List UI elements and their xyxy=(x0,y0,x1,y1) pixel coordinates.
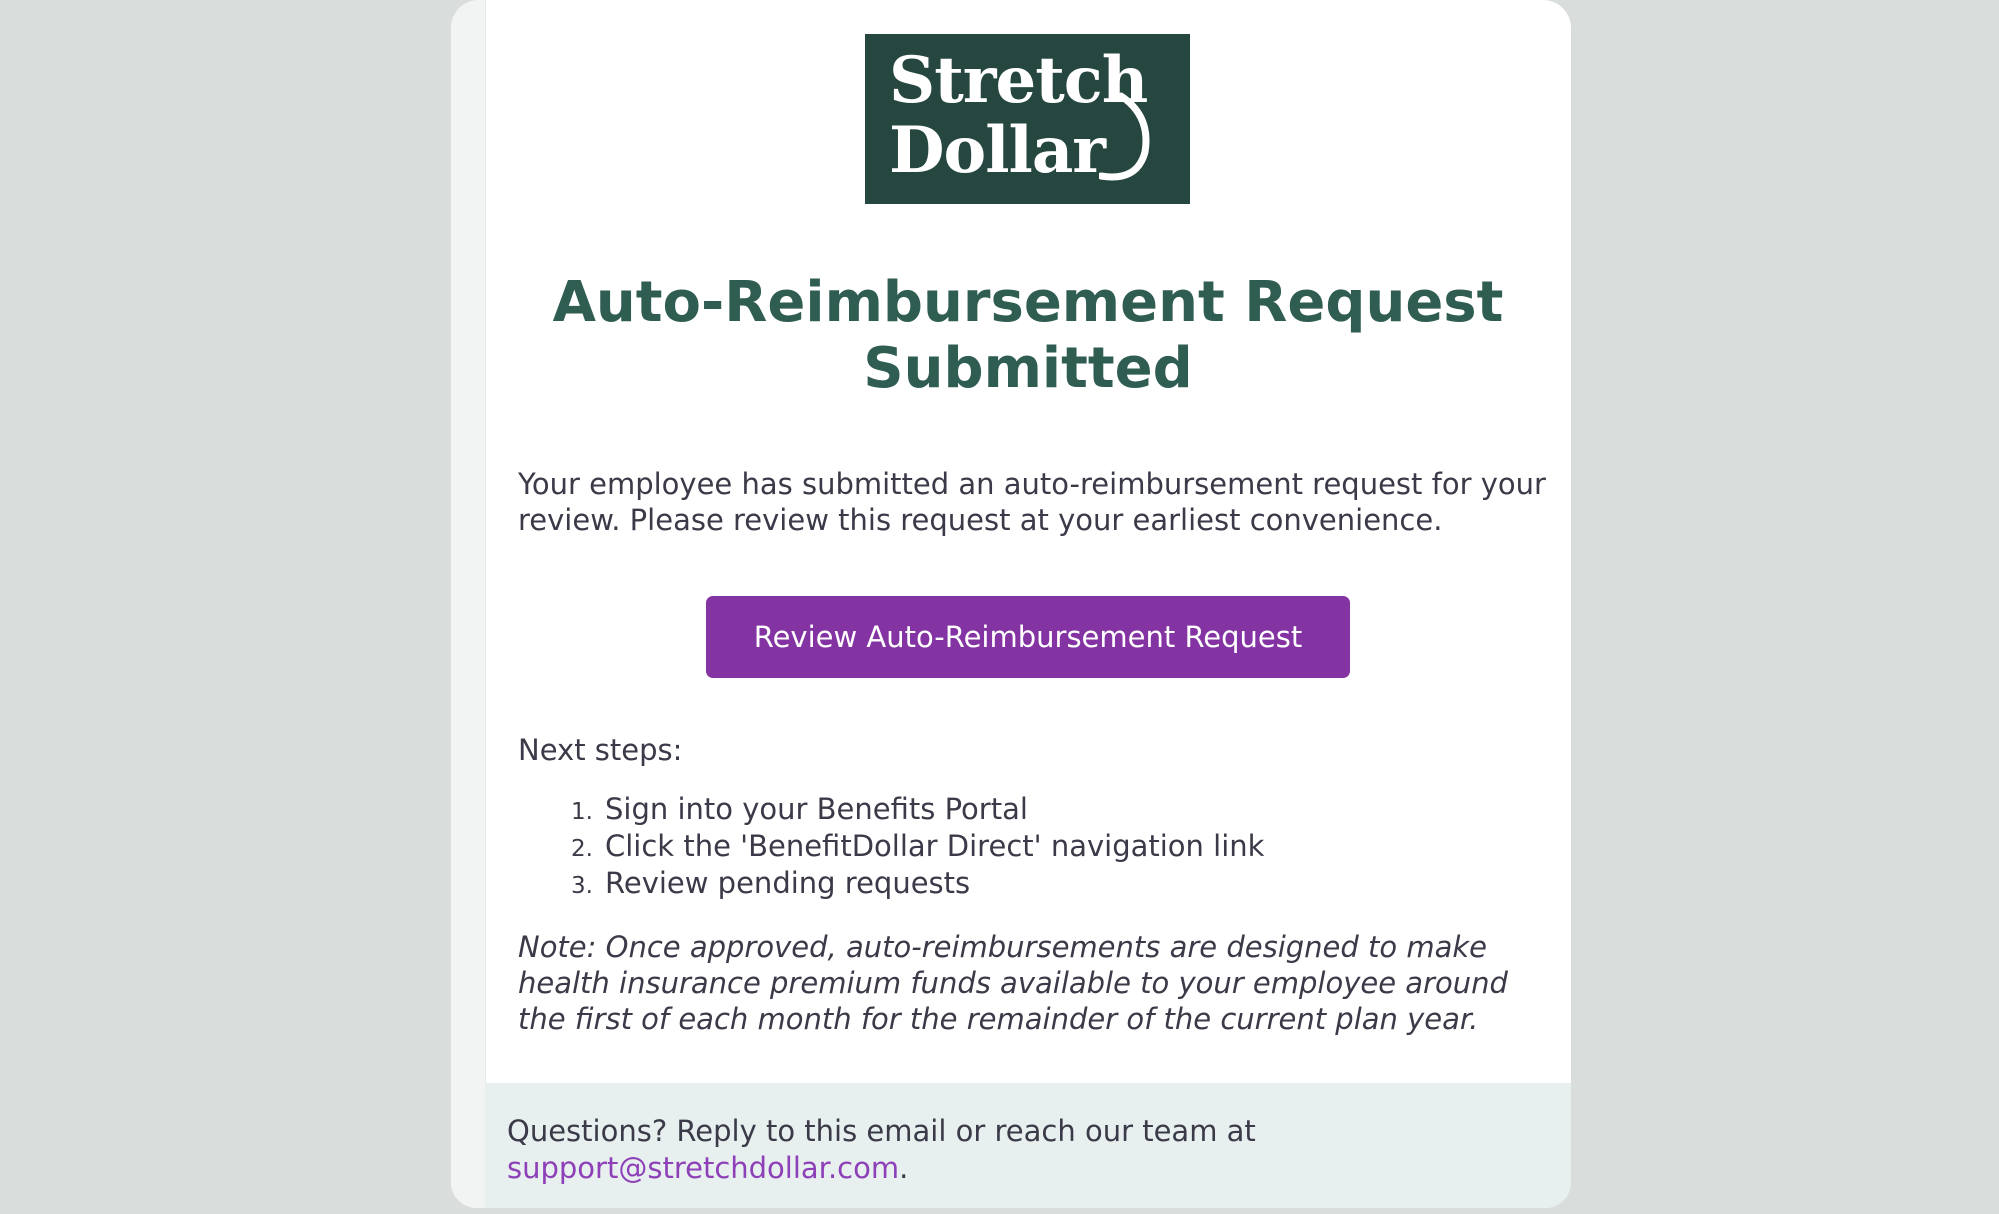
step-number: 3. xyxy=(571,873,593,899)
next-steps-list xyxy=(571,791,1471,902)
step-number: 2. xyxy=(571,836,593,862)
left-gutter xyxy=(451,0,486,1208)
smile-arc-icon xyxy=(1099,90,1161,188)
email-footer xyxy=(485,1083,1571,1208)
step-number: 1. xyxy=(571,799,593,825)
logo-line-stretch: Stretch xyxy=(889,43,1148,118)
review-request-button[interactable]: Review Auto-Reimbursement Request xyxy=(706,596,1350,678)
intro-paragraph: Your employee has submitted an auto-reimbursement request for your review. Please review this request at your earliest convenience. xyxy=(518,467,1546,537)
list-item xyxy=(571,865,1471,902)
support-email-link[interactable]: support@stretchdollar.com xyxy=(507,1151,900,1185)
logo-line-dollar: Dollar xyxy=(889,113,1105,188)
footer-message xyxy=(507,1113,1547,1187)
next-steps-heading: Next steps: xyxy=(518,733,683,767)
list-item xyxy=(571,791,1471,828)
approval-note: Note: Once approved, auto-reimbursements are designed to make health insurance premium funds available to your employee around the first of each month for the remainder of the current plan year. xyxy=(518,930,1508,1036)
footer-trailing-period: . xyxy=(899,1151,909,1185)
step-text: Click the 'BenefitDollar Direct' navigation link xyxy=(605,829,1265,863)
email-card xyxy=(451,0,1571,1208)
step-text: Review pending requests xyxy=(605,866,971,900)
list-item xyxy=(571,828,1471,865)
stretchdollar-logo xyxy=(865,34,1190,204)
email-title: Auto-Reimbursement Request Submitted xyxy=(552,270,1504,401)
step-text: Sign into your Benefits Portal xyxy=(605,792,1028,826)
footer-questions-text: Questions? Reply to this email or reach our team at xyxy=(507,1114,1256,1148)
